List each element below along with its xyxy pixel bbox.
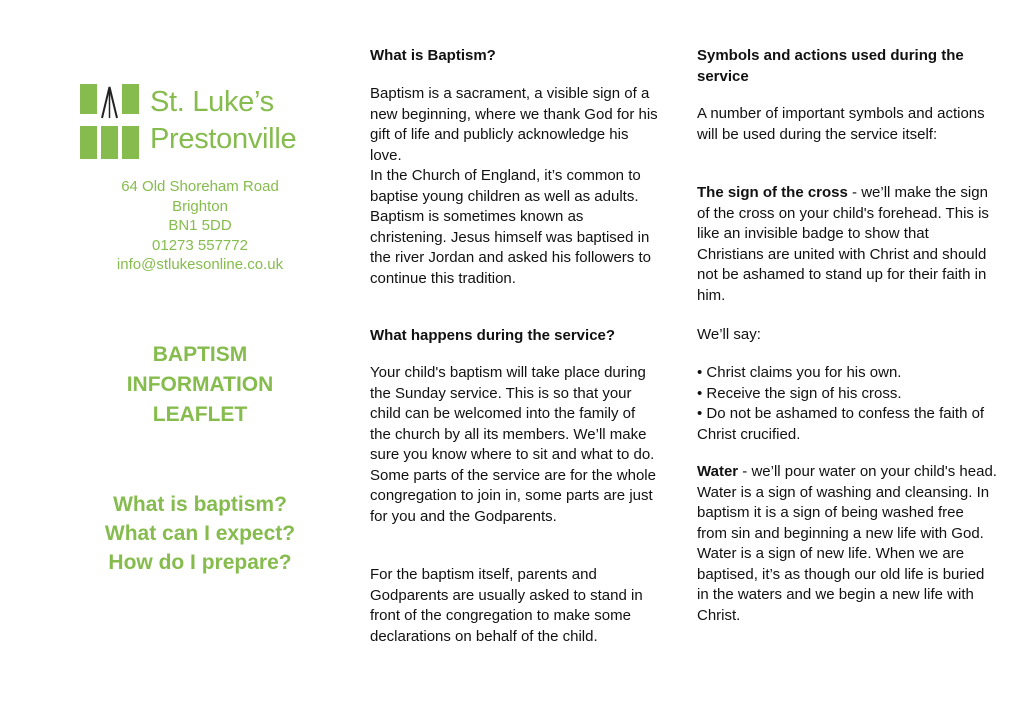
church-name-line1: St. Luke’s xyxy=(150,86,274,118)
paragraph-sign-of-cross xyxy=(697,183,997,306)
paragraph-symbols-intro: A number of important symbols and actions will be used during the service itself: xyxy=(697,105,985,143)
leaflet-title-line: BAPTISM xyxy=(152,343,248,366)
contact-address xyxy=(60,177,340,275)
cover-questions xyxy=(50,490,350,577)
address-email[interactable]: info@stlukesonline.co.uk xyxy=(116,256,284,273)
water-text: - we’ll pour water on your child's head. Water is a sign of washing and cleansing. In baptism it is a sign of being washed free from sin and beginning a new life with God. Water is a sign of new life. When we are baptised, it’s as though our old life is buried in the waters and we begin a new life with Christ. xyxy=(697,463,997,624)
paragraph-baptism-itself: For the baptism itself, parents and Godparents are usually asked to stand in front of the congregation to make some declarations on behalf of the child. xyxy=(370,566,643,645)
cover-question: What can I expect? xyxy=(104,522,296,545)
heading-what-is-baptism: What is Baptism? xyxy=(370,47,496,64)
heading-what-happens: What happens during the service? xyxy=(370,327,616,344)
heading-symbols: Symbols and actions used during the service xyxy=(697,47,964,85)
sign-of-cross-text: - we’ll make the sign of the cross on your child's forehead. This is like an invisible badge to show that Christians are united with Christ and should not be ashamed to stand up for their faith in him. xyxy=(697,184,989,304)
church-logo xyxy=(80,84,340,164)
list-item: • Receive the sign of his cross. xyxy=(697,384,902,402)
paragraph-service: Your child's baptism will take place during the Sunday service. This is so that your child can be welcomed into the family of the church by all its members. We’ll make sure you know where to sit and what to do. Some parts of the service are for the whole congregation to join in, some parts are just for you and the Godparents. xyxy=(370,364,656,525)
list-item: • Christ claims you for his own. xyxy=(697,364,902,381)
church-name xyxy=(150,84,296,158)
leaflet-title-line: INFORMATION xyxy=(126,373,274,396)
address-town: Brighton xyxy=(172,197,228,215)
church-logo-mark-icon xyxy=(80,84,140,159)
address-postcode: BN1 5DD xyxy=(168,217,232,234)
symbols-panel xyxy=(697,0,997,724)
cover-question: What is baptism? xyxy=(113,493,287,516)
sign-of-cross-label: The sign of the cross xyxy=(697,184,848,201)
list-item: • Do not be ashamed to confess the faith of Christ crucified. xyxy=(697,405,985,443)
church-name-line2: Prestonville xyxy=(150,123,297,155)
paragraph-church-of-england: In the Church of England, it’s common to baptise young children as well as adults. Baptism is sometimes known as christening. Jesus himself was baptised in the river Jordan and asked his followers to continue this tradition. xyxy=(370,167,651,287)
paragraph-sacrament: Baptism is a sacrament, a visible sign of a new beginning, where we thank God for his gift of life and publicly acknowledge his love. xyxy=(370,85,658,164)
cover-question: How do I prepare? xyxy=(108,551,292,574)
paragraph-water xyxy=(697,462,997,626)
address-phone: 01273 557772 xyxy=(152,236,248,254)
water-label: Water xyxy=(697,463,739,480)
address-street: 64 Old Shoreham Road xyxy=(121,178,279,195)
leaflet-title xyxy=(60,340,340,430)
well-say-label: We’ll say: xyxy=(697,326,761,343)
cover-panel xyxy=(0,0,360,724)
liturgy-list xyxy=(697,363,997,445)
baptism-info-panel xyxy=(370,0,660,724)
leaflet-title-line: LEAFLET xyxy=(152,403,248,426)
